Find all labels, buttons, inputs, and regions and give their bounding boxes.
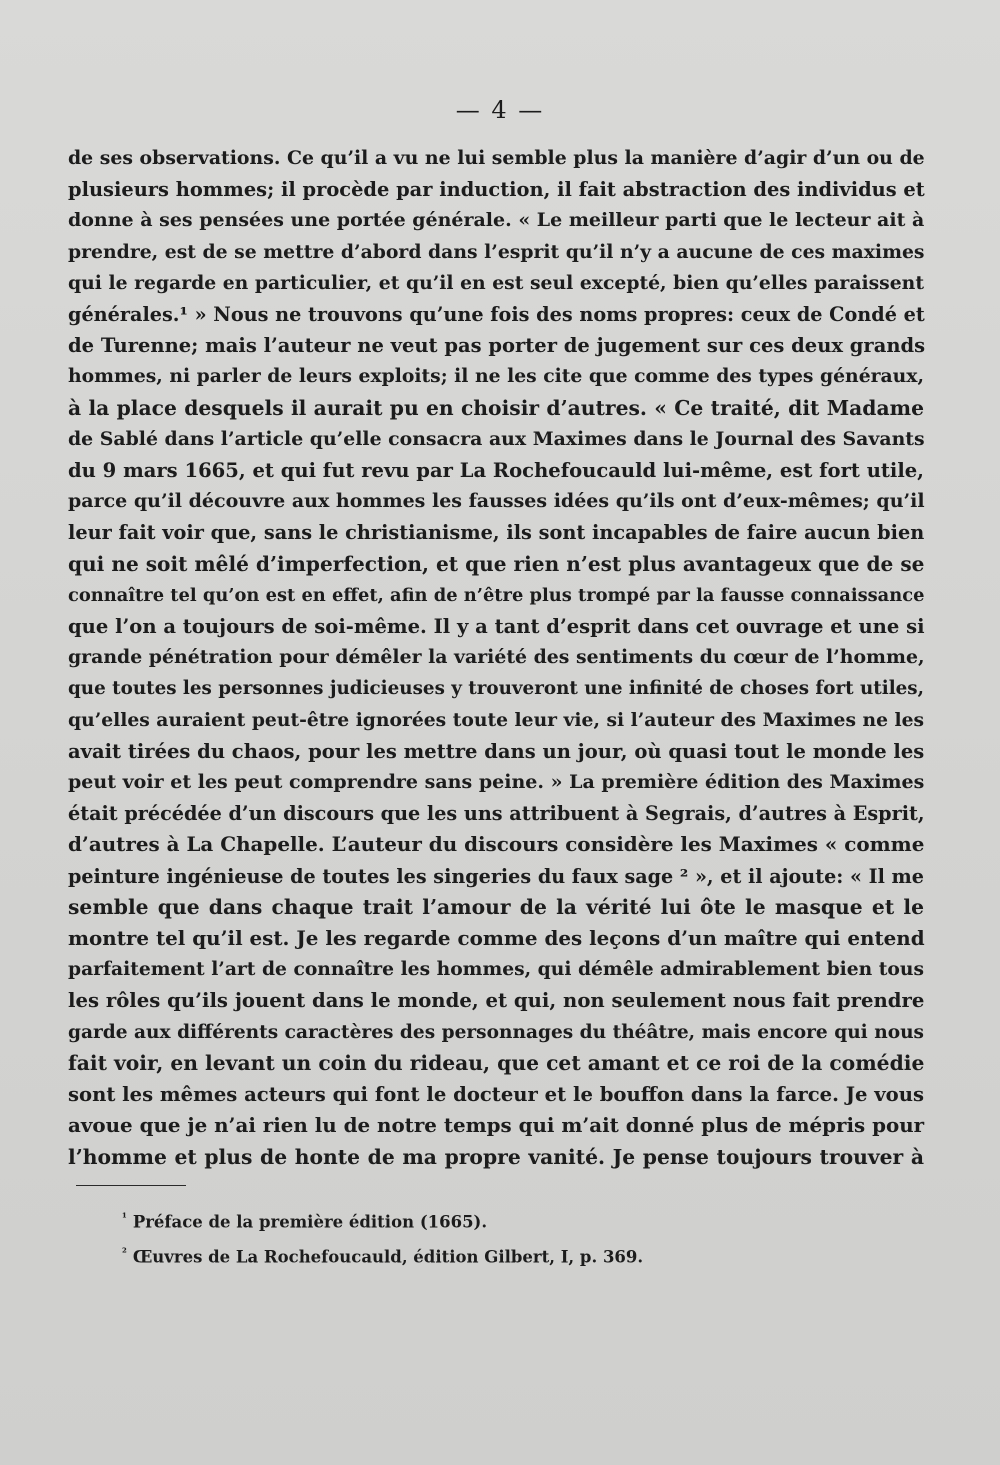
text-line: fait voir, en levant un coin du rideau, que cet amant et ce roi de la comédie — [68, 1050, 925, 1075]
text-line: peut voir et les peut comprendre sans peine. » La première édition des Maximes — [68, 771, 925, 794]
text-line: les rôles qu’ils jouent dans le monde, et qui, non seulement nous fait prendre — [68, 989, 925, 1013]
text-line: d’autres à La Chapelle. L’auteur du discours considère les Maximes « comme — [68, 832, 925, 857]
footnote-divider — [76, 1185, 186, 1186]
footnotes — [122, 1203, 822, 1272]
text-line: qui ne soit mêlé d’imperfection, et que rien n’est plus avantageux que de se — [68, 551, 925, 576]
text-line: semble que dans chaque trait l’amour de la vérité lui ôte le masque et le — [68, 894, 924, 919]
text-line: parfaitement l’art de connaître les hommes, qui démêle admirablement bien tous — [68, 958, 924, 981]
text-line: était précédée d’un discours que les uns attribuent à Segrais, d’autres à Esprit, — [68, 802, 925, 826]
text-line: parce qu’il découvre aux hommes les fausses idées qu’ils ont d’eux-mêmes; qu’il — [68, 490, 925, 513]
text-line: garde aux différents caractères des personnages du théâtre, mais encore qui nous — [68, 1021, 924, 1043]
text-line: prendre, est de se mettre d’abord dans l’esprit qu’il n’y a aucune de ces maximes — [68, 240, 925, 263]
text-line: avait tirées du chaos, pour les mettre dans un jour, où quasi tout le monde les — [68, 739, 925, 763]
text-line: de ses observations. Ce qu’il a vu ne lui semble plus la manière d’agir d’un ou de — [68, 147, 925, 169]
footnote — [122, 1238, 822, 1273]
text-line: plusieurs hommes; il procède par induction, il fait abstraction des individus et — [68, 178, 925, 202]
text-line: de Sablé dans l’article qu’elle consacra aux Maximes dans le Journal des Savants — [68, 427, 925, 450]
text-line: à la place desquels il aurait pu en choisir d’autres. « Ce traité, dit Madame — [68, 395, 924, 420]
text-line: l’homme et plus de honte de ma propre vanité. Je pense toujours trouver à — [68, 1144, 924, 1169]
text-line: hommes, ni parler de leurs exploits; il ne les cite que comme des types généraux, — [68, 365, 924, 388]
footnote-text: Préface de la première édition (1665). — [132, 1212, 488, 1232]
text-line: peinture ingénieuse de toutes les singeries du faux sage ² », et il ajoute: « Il me — [68, 864, 924, 888]
text-line: que toutes les personnes judicieuses y trouveront une infinité de choses fort utiles, — [68, 678, 924, 700]
text-line: du 9 mars 1665, et qui fut revu par La Rochefoucauld lui-même, est fort utile, — [68, 459, 924, 483]
text-line: sont les mêmes acteurs qui font le docteur et le bouffon dans la farce. Je vous — [68, 1083, 924, 1107]
footnote-text: Œuvres de La Rochefoucauld, édition Gilbert, I, p. 369. — [132, 1247, 644, 1266]
text-line: connaître tel qu’on est en effet, afin de n’être plus trompé par la fausse connaissance — [68, 584, 925, 606]
text-line: de Turenne; mais l’auteur ne veut pas porter de jugement sur ces deux grands — [68, 334, 926, 358]
footnote-marker: ² — [122, 1245, 127, 1259]
text-line: leur fait voir que, sans le christianisme, ils sont incapables de faire aucun bien — [68, 521, 925, 545]
footnote-marker: ¹ — [122, 1211, 127, 1224]
page-number: — 4 — — [455, 96, 545, 124]
text-line: qui le regarde en particulier, et qu’il en est seul excepté, bien qu’elles paraissent — [68, 271, 924, 294]
text-line: avoue que je n’ai rien lu de notre temps qui m’ait donné plus de mépris pour — [68, 1113, 925, 1138]
footnote — [122, 1203, 822, 1238]
text-line: montre tel qu’il est. Je les regarde comme des leçons d’un maître qui entend — [68, 926, 925, 951]
text-line: qu’elles auraient peut-être ignorées toute leur vie, si l’auteur des Maximes ne les — [68, 708, 925, 731]
text-line: générales.¹ » Nous ne trouvons qu’une fois des noms propres: ceux de Condé et — [68, 303, 925, 327]
text-line: donne à ses pensées une portée générale. « Le meilleur parti que le lecteur ait à — [68, 209, 925, 232]
text-line: que l’on a toujours de soi-même. Il y a tant d’esprit dans cet ouvrage et une si — [68, 615, 925, 639]
text-line: grande pénétration pour démêler la variété des sentiments du cœur de l’homme, — [68, 646, 925, 669]
body-text — [68, 143, 924, 1173]
